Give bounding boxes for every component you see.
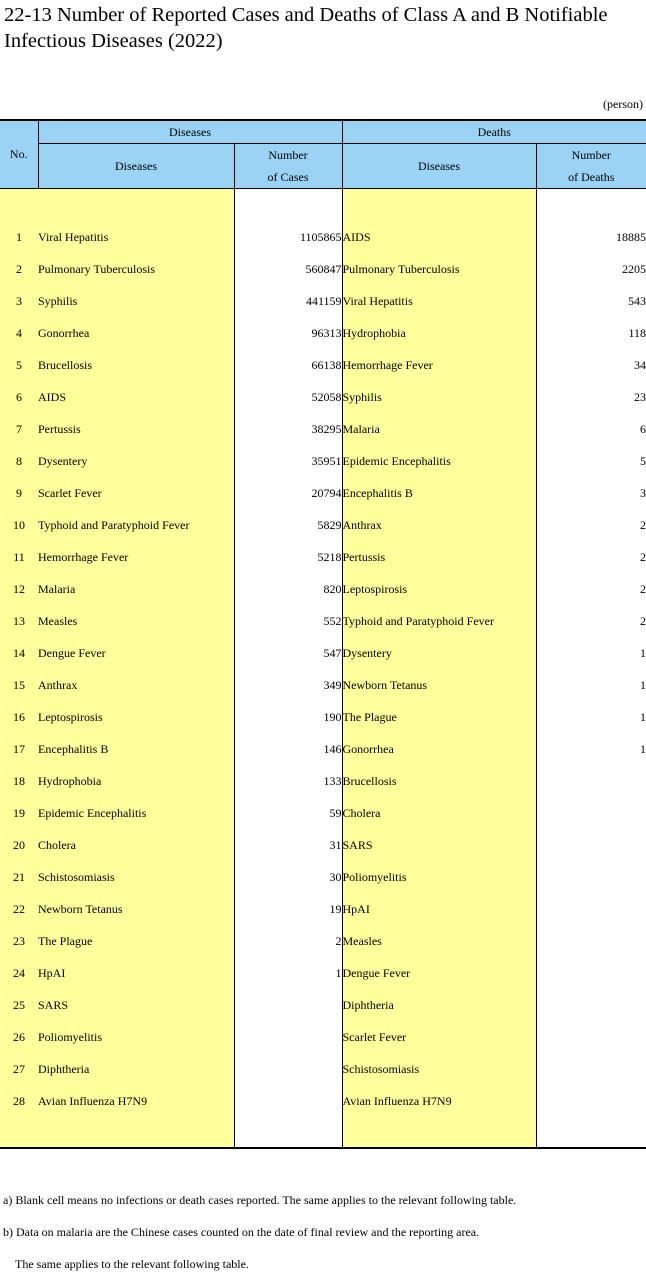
case-disease-name: Pertussis — [38, 413, 234, 445]
table-row — [0, 221, 646, 253]
table-row — [0, 285, 646, 317]
death-count: 543 — [536, 285, 646, 317]
header-number-of-deaths — [536, 144, 646, 189]
death-count — [536, 893, 646, 925]
case-disease-name: Typhoid and Paratyphoid Fever — [38, 509, 234, 541]
death-count — [536, 1053, 646, 1085]
unit-label: (person) — [603, 97, 643, 112]
case-disease-name: Avian Influenza H7N9 — [38, 1085, 234, 1117]
table-row — [0, 637, 646, 669]
death-count — [536, 765, 646, 797]
row-number: 25 — [0, 989, 38, 1021]
case-disease-name: Scarlet Fever — [38, 477, 234, 509]
table-row — [0, 605, 646, 637]
spacer-row — [0, 189, 646, 222]
death-disease-name: Dengue Fever — [342, 957, 536, 989]
header-no: No. — [0, 120, 38, 189]
row-number: 11 — [0, 541, 38, 573]
table-row — [0, 829, 646, 861]
death-disease-name: Diphtheria — [342, 989, 536, 1021]
death-count — [536, 829, 646, 861]
case-count: 190 — [234, 701, 342, 733]
header-cases-line1: Number — [235, 144, 342, 166]
row-number: 7 — [0, 413, 38, 445]
table-row — [0, 381, 646, 413]
case-count: 5218 — [234, 541, 342, 573]
row-number: 19 — [0, 797, 38, 829]
death-count: 5 — [536, 445, 646, 477]
case-count: 552 — [234, 605, 342, 637]
case-count: 19 — [234, 893, 342, 925]
case-disease-name: Schistosomiasis — [38, 861, 234, 893]
table-row — [0, 1021, 646, 1053]
death-disease-name: Leptospirosis — [342, 573, 536, 605]
row-number: 20 — [0, 829, 38, 861]
case-count: 146 — [234, 733, 342, 765]
case-disease-name: Syphilis — [38, 285, 234, 317]
table-row — [0, 925, 646, 957]
death-disease-name: Encephalitis B — [342, 477, 536, 509]
death-count: 2 — [536, 605, 646, 637]
header-deaths-line2: of Deaths — [537, 166, 646, 188]
table-row — [0, 413, 646, 445]
case-count: 441159 — [234, 285, 342, 317]
table-row — [0, 573, 646, 605]
table-row — [0, 445, 646, 477]
case-count: 5829 — [234, 509, 342, 541]
table-row — [0, 893, 646, 925]
death-count: 2 — [536, 573, 646, 605]
death-disease-name: Typhoid and Paratyphoid Fever — [342, 605, 536, 637]
case-count: 2 — [234, 925, 342, 957]
case-count: 560847 — [234, 253, 342, 285]
case-count: 59 — [234, 797, 342, 829]
case-count — [234, 1053, 342, 1085]
death-count: 1 — [536, 733, 646, 765]
case-count: 820 — [234, 573, 342, 605]
death-count — [536, 861, 646, 893]
case-disease-name: Epidemic Encephalitis — [38, 797, 234, 829]
table-row — [0, 541, 646, 573]
case-count — [234, 1021, 342, 1053]
case-disease-name: Newborn Tetanus — [38, 893, 234, 925]
diseases-table — [0, 119, 646, 1149]
case-count — [234, 989, 342, 1021]
header-death-diseases: Diseases — [342, 144, 536, 189]
death-count: 2205 — [536, 253, 646, 285]
case-disease-name: Poliomyelitis — [38, 1021, 234, 1053]
row-number: 13 — [0, 605, 38, 637]
death-disease-name: The Plague — [342, 701, 536, 733]
row-number: 2 — [0, 253, 38, 285]
case-disease-name: AIDS — [38, 381, 234, 413]
row-number: 24 — [0, 957, 38, 989]
death-disease-name: Measles — [342, 925, 536, 957]
row-number: 1 — [0, 221, 38, 253]
row-number: 3 — [0, 285, 38, 317]
death-disease-name: Epidemic Encephalitis — [342, 445, 536, 477]
death-disease-name: AIDS — [342, 221, 536, 253]
death-disease-name: Scarlet Fever — [342, 1021, 536, 1053]
header-group-deaths: Deaths — [342, 120, 646, 144]
footnotes — [3, 1184, 643, 1280]
death-disease-name: Brucellosis — [342, 765, 536, 797]
death-disease-name: Hydrophobia — [342, 317, 536, 349]
case-count: 31 — [234, 829, 342, 861]
case-count: 52058 — [234, 381, 342, 413]
death-disease-name: Poliomyelitis — [342, 861, 536, 893]
case-count: 66138 — [234, 349, 342, 381]
case-disease-name: Hydrophobia — [38, 765, 234, 797]
death-count: 1 — [536, 637, 646, 669]
case-disease-name: Cholera — [38, 829, 234, 861]
death-disease-name: Cholera — [342, 797, 536, 829]
table-body — [0, 189, 646, 1149]
table-row — [0, 957, 646, 989]
case-disease-name: SARS — [38, 989, 234, 1021]
death-count — [536, 989, 646, 1021]
death-count: 18885 — [536, 221, 646, 253]
row-number: 14 — [0, 637, 38, 669]
case-disease-name: Malaria — [38, 573, 234, 605]
death-count — [536, 797, 646, 829]
case-disease-name: Leptospirosis — [38, 701, 234, 733]
table-row — [0, 701, 646, 733]
table-row — [0, 1085, 646, 1117]
case-disease-name: HpAI — [38, 957, 234, 989]
case-disease-name: Gonorrhea — [38, 317, 234, 349]
death-count — [536, 925, 646, 957]
header-group-cases: Diseases — [38, 120, 342, 144]
header-cases-line2: of Cases — [235, 166, 342, 188]
row-number: 27 — [0, 1053, 38, 1085]
row-number: 23 — [0, 925, 38, 957]
death-disease-name: Malaria — [342, 413, 536, 445]
header-diseases: Diseases — [38, 144, 234, 189]
case-count: 35951 — [234, 445, 342, 477]
death-disease-name: Gonorrhea — [342, 733, 536, 765]
row-number: 15 — [0, 669, 38, 701]
header-number-of-cases — [234, 144, 342, 189]
page-title: 22-13 Number of Reported Cases and Deaths of Class A and B Notifiable Infectious Diseases (2022) — [4, 2, 644, 54]
footnote-a: a) Blank cell means no infections or death cases reported. The same applies to the relevant following table. — [3, 1184, 643, 1216]
case-count: 20794 — [234, 477, 342, 509]
death-count: 34 — [536, 349, 646, 381]
row-number: 17 — [0, 733, 38, 765]
table-row — [0, 861, 646, 893]
death-count: 2 — [536, 541, 646, 573]
death-count: 118 — [536, 317, 646, 349]
table-row — [0, 509, 646, 541]
table-row — [0, 1053, 646, 1085]
case-disease-name: Brucellosis — [38, 349, 234, 381]
death-disease-name: Pulmonary Tuberculosis — [342, 253, 536, 285]
death-count: 6 — [536, 413, 646, 445]
death-count: 3 — [536, 477, 646, 509]
footnote-b-continued: The same applies to the relevant following table. — [3, 1248, 643, 1280]
table-row — [0, 765, 646, 797]
case-count: 1105865 — [234, 221, 342, 253]
row-number: 4 — [0, 317, 38, 349]
death-disease-name: Syphilis — [342, 381, 536, 413]
case-disease-name: Diphtheria — [38, 1053, 234, 1085]
death-disease-name: HpAI — [342, 893, 536, 925]
death-disease-name: Dysentery — [342, 637, 536, 669]
case-disease-name: Encephalitis B — [38, 733, 234, 765]
table-row — [0, 349, 646, 381]
case-disease-name: Pulmonary Tuberculosis — [38, 253, 234, 285]
death-count: 23 — [536, 381, 646, 413]
death-disease-name: Schistosomiasis — [342, 1053, 536, 1085]
footnote-b: b) Data on malaria are the Chinese cases counted on the date of final review and the reporting area. — [3, 1216, 643, 1248]
death-count — [536, 1021, 646, 1053]
case-count: 1 — [234, 957, 342, 989]
death-count: 2 — [536, 509, 646, 541]
death-count — [536, 957, 646, 989]
row-number: 18 — [0, 765, 38, 797]
death-disease-name: Newborn Tetanus — [342, 669, 536, 701]
death-disease-name: Viral Hepatitis — [342, 285, 536, 317]
case-count: 349 — [234, 669, 342, 701]
case-disease-name: The Plague — [38, 925, 234, 957]
case-count: 30 — [234, 861, 342, 893]
header-deaths-line1: Number — [537, 144, 646, 166]
row-number: 5 — [0, 349, 38, 381]
row-number: 16 — [0, 701, 38, 733]
death-disease-name: Pertussis — [342, 541, 536, 573]
row-number: 22 — [0, 893, 38, 925]
death-disease-name: Anthrax — [342, 509, 536, 541]
table-row — [0, 253, 646, 285]
row-number: 12 — [0, 573, 38, 605]
death-count — [536, 1085, 646, 1117]
table-row — [0, 477, 646, 509]
row-number: 9 — [0, 477, 38, 509]
table-row — [0, 669, 646, 701]
case-count: 38295 — [234, 413, 342, 445]
table-row — [0, 733, 646, 765]
case-disease-name: Dengue Fever — [38, 637, 234, 669]
case-count — [234, 1085, 342, 1117]
death-disease-name: Hemorrhage Fever — [342, 349, 536, 381]
row-number: 10 — [0, 509, 38, 541]
case-disease-name: Hemorrhage Fever — [38, 541, 234, 573]
table-row — [0, 989, 646, 1021]
case-count: 547 — [234, 637, 342, 669]
table-row — [0, 317, 646, 349]
case-disease-name: Viral Hepatitis — [38, 221, 234, 253]
case-disease-name: Dysentery — [38, 445, 234, 477]
row-number: 8 — [0, 445, 38, 477]
case-count: 133 — [234, 765, 342, 797]
row-number: 21 — [0, 861, 38, 893]
case-count: 96313 — [234, 317, 342, 349]
case-disease-name: Measles — [38, 605, 234, 637]
row-number: 6 — [0, 381, 38, 413]
death-count: 1 — [536, 701, 646, 733]
case-disease-name: Anthrax — [38, 669, 234, 701]
death-disease-name: Avian Influenza H7N9 — [342, 1085, 536, 1117]
row-number: 26 — [0, 1021, 38, 1053]
row-number: 28 — [0, 1085, 38, 1117]
table-row — [0, 797, 646, 829]
death-disease-name: SARS — [342, 829, 536, 861]
death-count: 1 — [536, 669, 646, 701]
spacer-row — [0, 1117, 646, 1148]
